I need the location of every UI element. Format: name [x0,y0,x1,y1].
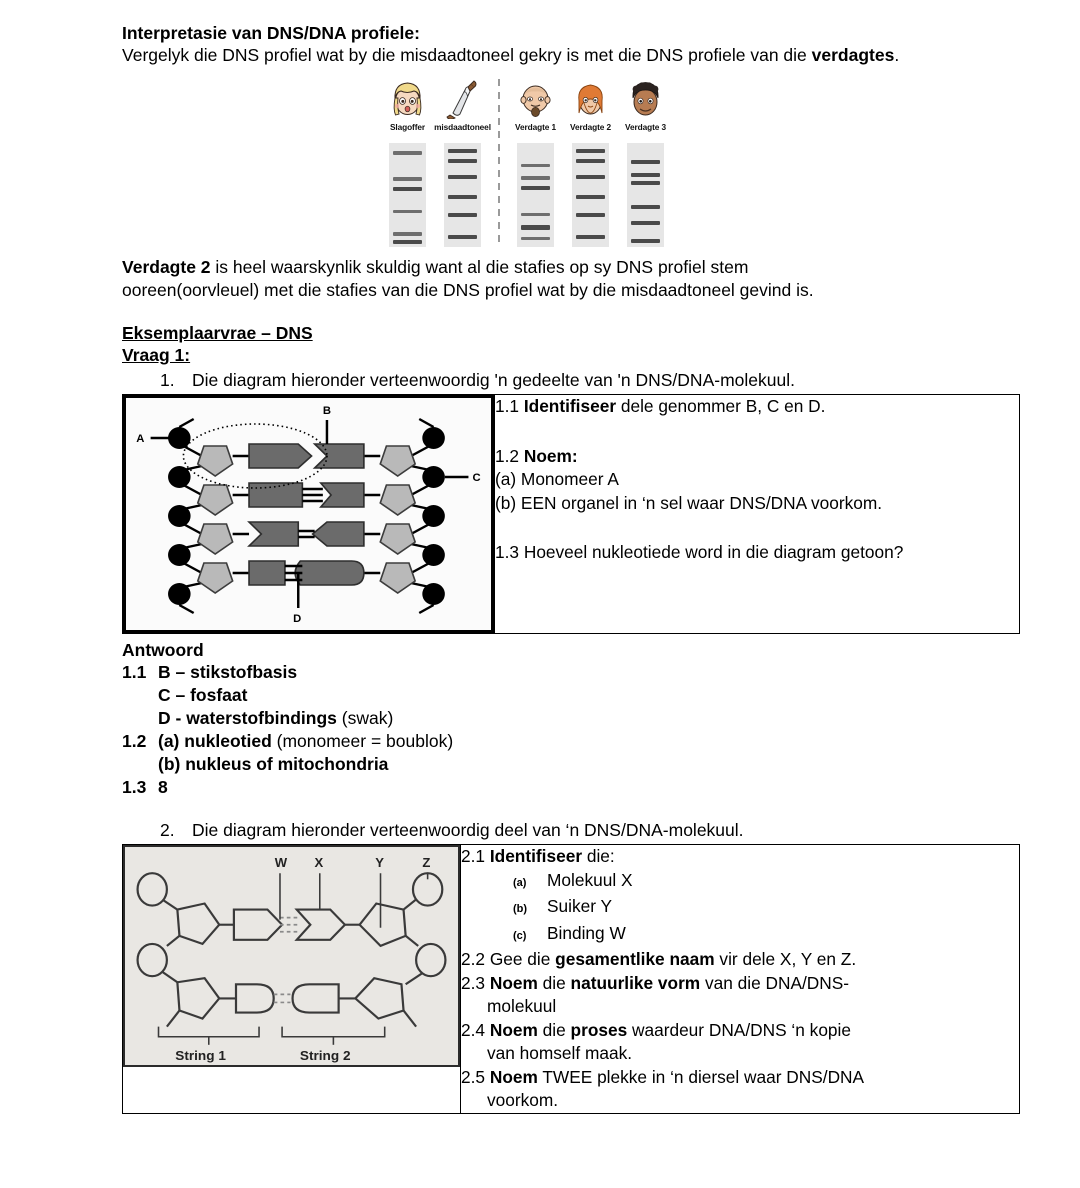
answer-1-2-b-row [122,753,1020,776]
q2-item-2-4 [461,1019,1019,1066]
gel-lane-verdagte-1 [508,79,563,247]
dna-profile-figure [122,79,1020,247]
diagram2-label-string2: String 2 [299,1048,351,1063]
answer-1-2-b-bold: (b) nukleus of mitochondria [158,754,389,774]
q2-item-2-5-bold1: Noem [489,1066,538,1087]
q2-item-2-2 [461,948,1019,972]
q2-item-2-4-line2: van homself maak. [487,1043,633,1063]
gel-strip-slagoffer [389,143,426,247]
conclusion-paragraph [122,256,1020,302]
q2-item-2-2-p2: vir dele X, Y en Z. [714,949,857,969]
gel-strip-verdagte-1 [517,143,554,247]
knife-icon [444,79,481,119]
intro-heading: Interpretasie van DNS/DNA profiele: [122,23,420,43]
q2-item-2-5-number: 2.5 [461,1066,486,1087]
gel-lane-label: misdaadtoneel [434,122,491,132]
diagram1-label-c: C [472,472,481,484]
q2-item-2-1-c-text: Binding W [547,922,626,943]
q1-item-1-1-text: dele genommer B, C en D. [616,396,826,416]
intro-paragraph-text: Vergelyk die DNS profiel wat by die misdaadtoneel gekry is met die DNS profiele van die [122,45,812,65]
q1-item-1-3 [495,541,1019,565]
answer-1-3-value: 8 [158,777,168,797]
gel-lane-label: Verdagte 1 [515,122,556,132]
q2-item-2-2-p1: Gee die [489,949,556,969]
conclusion-line2: ooreen(oorvleuel) met die stafies van die DNS profiel wat by die misdaadtoneel gevind is. [122,280,814,300]
q2-diagram-cell [123,845,461,1114]
q2-item-2-1 [461,845,1019,869]
victim-face-icon [389,79,426,119]
q1-item-1-2-a: (a) Monomeer A [495,469,619,489]
q1-item-1-2-bold: Noem: [523,445,578,466]
q2-item-2-1-a-label: (a) [513,876,527,889]
diagram1-label-d: D [293,613,302,625]
gel-lane-slagoffer [380,79,435,247]
diagram2-label-y: Y [375,855,385,871]
answer-1-1 [122,661,1020,684]
q1-item-1-2-b: (b) EEN organel in ‘n sel waar DNS/DNA voorkom. [495,492,883,513]
gel-lane-label: Verdagte 3 [625,122,666,132]
q1-item-1-2-number: 1.2 [495,445,520,466]
diagram2-label-z: Z [422,855,431,871]
answer-1-2-a-bold: (a) nukleotied [158,731,272,751]
gel-lane-verdagte-2 [563,79,618,247]
q2-item-2-1-bold: Identifiseer [489,846,583,866]
answer-1-2 [122,730,1020,753]
section-heading-eksemplaarvrae: Eksemplaarvrae – DNS [122,323,313,343]
diagram2-label-x: X [314,855,324,871]
answer-1-3 [122,776,1020,799]
q1-questions-cell [495,395,1020,634]
suspect1-face-icon [517,79,554,119]
diagram1-label-a: A [136,433,145,445]
q2-item-2-1-text: die: [582,846,615,866]
q2-item-2-3-number: 2.3 [461,972,486,993]
q2-item-2-1-b [461,895,1019,922]
suspect3-face-icon [627,79,664,119]
q2-number: 2. [160,820,175,840]
q2-questions-cell [461,845,1020,1114]
q1-item-1-1-bold: Identifiseer [523,396,617,416]
diagram1-label-b: B [322,405,332,417]
q2-item-2-1-a-text: Molekuul X [547,869,633,890]
q2-item-2-5-line2: voorkom. [487,1090,559,1110]
q2-item-2-3-p1: die [537,972,571,993]
answer-1-1-line3-plain: (swak) [336,708,394,728]
gel-strip-misdaadtoneel [444,143,481,247]
gel-divider [498,79,500,247]
intro-paragraph-bold: verdagtes [811,45,895,65]
diagram2-label-w: W [274,855,288,871]
answer-1-1-line3-bold: D - waterstofbindings [158,708,337,728]
gel-lane-label: Slagoffer [389,122,426,132]
dna-molecule-diagram-1 [123,395,494,633]
answer-1-2-a-plain: (monomeer = boublok) [271,731,454,751]
q2-stem-text: Die diagram hieronder verteenwoordig deel van ‘n DNS/DNA-molekuul. [192,820,744,840]
answer-1-2-key: 1.2 [122,731,147,751]
q2-item-2-5-p1: TWEE plekke in ‘n diersel waar DNS/DNA [537,1066,865,1087]
q2-item-2-1-b-label: (b) [513,903,528,915]
answer-1-1-line2: C – fosfaat [158,685,248,705]
gel-lane-misdaadtoneel [435,79,490,247]
q1-table [122,394,1020,634]
q2-item-2-3-line2: molekuul [487,996,557,1016]
suspect2-face-icon [572,79,609,119]
q2-item-2-3-bold1: Noem [489,972,538,993]
q2-item-2-3 [461,972,1019,1019]
q2-item-2-2-number: 2.2 [461,949,486,969]
q2-item-2-3-p2: van die DNA/DNS- [700,972,850,993]
q2-stem [122,819,1020,842]
q1-stem [122,369,1020,392]
table-row [123,845,1020,1114]
gel-strip-verdagte-2 [572,143,609,247]
q2-item-2-1-b-text: Suiker Y [547,896,612,916]
q2-table [122,844,1020,1114]
answers-title: Antwoord [122,640,204,660]
q2-item-2-4-p1: die [537,1019,571,1040]
q1-item-1-2 [495,445,1019,469]
q1-number: 1. [160,370,175,390]
answers-block [122,639,1020,799]
q2-item-2-4-p2: waardeur DNA/DNS ‘n kopie [627,1019,851,1040]
intro-paragraph [122,44,1020,67]
q2-item-2-1-c-label: (c) [513,929,527,942]
q2-item-2-4-bold2: proses [570,1019,628,1040]
q2-item-2-5 [461,1066,1019,1113]
q2-item-2-2-bold: gesamentlike naam [555,949,715,969]
table-row [123,395,1020,634]
q1-item-1-1 [495,395,1019,419]
q1-item-1-3-number: 1.3 [495,542,520,562]
intro-paragraph-tail: . [894,45,900,65]
dna-molecule-diagram-2 [123,845,460,1067]
q2-item-2-3-bold2: natuurlike vorm [570,972,701,993]
conclusion-line1: is heel waarskynlik skuldig want al die stafies op sy DNS profiel stem [210,257,749,277]
q2-item-2-4-bold1: Noem [489,1019,538,1040]
section-heading-vraag1: Vraag 1: [122,345,191,365]
q1-item-1-3-text: Hoeveel nukleotiede word in die diagram getoon? [523,542,904,562]
conclusion-bold-lead: Verdagte 2 [122,257,211,277]
q2-item-2-1-c [461,922,1019,949]
gel-lane-verdagte-3 [618,79,673,247]
q2-item-2-1-a [461,869,1019,896]
q1-item-1-1-number: 1.1 [495,396,520,416]
gel-lanes [380,79,673,247]
q1-stem-text: Die diagram hieronder verteenwoordig 'n gedeelte van 'n DNS/DNA-molekuul. [192,370,795,390]
answer-1-1-line2-row [122,684,1020,707]
gel-strip-verdagte-3 [627,143,664,247]
q1-diagram-cell [123,395,495,634]
answer-1-3-key: 1.3 [122,777,147,797]
diagram2-label-string1: String 1 [175,1048,226,1063]
answer-1-1-key: 1.1 [122,662,147,682]
gel-lane-label: Verdagte 2 [570,122,611,132]
answer-1-1-line1: B – stikstofbasis [158,662,298,682]
q2-item-2-4-number: 2.4 [461,1019,486,1040]
answer-1-1-line3-row [122,707,1020,730]
q2-item-2-1-number: 2.1 [461,846,486,866]
